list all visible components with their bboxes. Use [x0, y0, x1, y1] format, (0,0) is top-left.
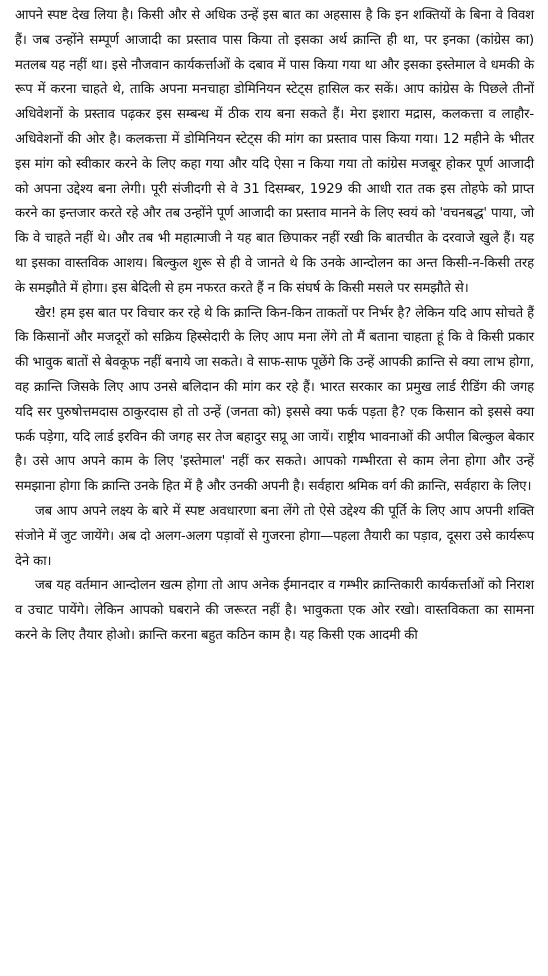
- paragraph-2: खैर! हम इस बात पर विचार कर रहे थे कि क्रान्ति किन-किन ताकतों पर निर्भर है? लेकिन यदि आप सोचते हैं कि किसानों और मजदूरों को सक्रिय हिस्सेदारी के लिए आप मना लेंगे तो मैं बताना चाहता हूं कि वे किसी प्रकार की भावुक बातों से बेवकूफ नहीं बनाये जा सकते। वे साफ-साफ पूछेंगे कि उन्हें आपकी क्रान्ति से क्या लाभ होगा, वह क्रान्ति जिसके लिए आप उनसे बलिदान की मांग कर रहे हैं। भारत सरकार का प्रमुख लार्ड रीडिंग की जगह यदि सर पुरुषोत्तमदास ठाकुरदास हो तो उन्हें (जनता को) इससे क्या फर्क पड़ता है? एक किसान को इससे क्या फर्क पड़ेगा, यदि लार्ड इरविन की जगह सर तेज बहादुर सप्रू आ जायें। राष्ट्रीय भावनाओं की अपील बिल्कुल बेकार है। उसे आप अपने काम के लिए 'इस्तेमाल' नहीं कर सकते। आपको गम्भीरता से काम लेना होगा और उन्हें समझाना होगा कि क्रान्ति उनके हित में है और उनकी अपनी है। सर्वहारा श्रमिक वर्ग की क्रान्ति, सर्वहारा के लिए।: [15, 305, 534, 495]
- paragraph-3: जब आप अपने लक्ष्य के बारे में स्पष्ट अवधारणा बना लेंगे तो ऐसे उद्देश्य की पूर्ति के लिए आप अपनी शक्ति संजोने में जुट जायेंगे। अब दो अलग-अलग पड़ावों से गुजरना होगा—पहला तैयारी का पड़ाव, दूसरा उसे कार्यरूप देने का।: [15, 503, 534, 569]
- paragraph-4: जब यह वर्तमान आन्दोलन खत्म होगा तो आप अनेक ईमानदार व गम्भीर क्रान्तिकारी कार्यकर्त्ताओं को निराश व उचाट पायेंगे। लेकिन आपको घबराने की जरूरत नहीं है। भावुकता एक ओर रखो। वास्तविकता का सामना करने के लिए तैयार होओ। क्रान्ति करना बहुत कठिन काम है। यह किसी एक आदमी की: [15, 578, 534, 643]
- paragraph-1: आपने स्पष्ट देख लिया है। किसी और से अधिक उन्हें इस बात का अहसास है कि इन शक्तियों के बिना वे विवश हैं। जब उन्होंने सम्पूर्ण आजादी का प्रस्ताव पास किया तो इसका अर्थ क्रान्ति ही था, पर इनका (कांग्रेस का) मतलब यह नहीं था। इसे नौजवान कार्यकर्त्ताओं के दबाव में पास किया गया था और इसका इस्तेमाल वे धमकी के रूप में करना चाहते थे, ताकि अपना मनचाहा डोमिनियन स्टेट्स हासिल कर सकें। आप कांग्रेस के पिछले तीनों अधिवेशनों के प्रस्ताव पढ़कर इस सम्बन्ध में ठीक राय बना सकते हैं। मेरा इशारा मद्रास, कलकत्ता व लाहौर-अधिवेशनों की ओर है। कलकत्ता में डोमिनियन स्टेट्स की मांग का प्रस्ताव पास किया गया। 12 महीने के भीतर इस मांग को स्वीकार करने के लिए कहा गया और यदि ऐसा न किया गया तो कांग्रेस मजबूर होकर पूर्ण आजादी को अपना उद्देश्य बना लेगी। पूरी संजीदगी से वे 31 दिसम्बर, 1929 की आधी रात तक इस तोहफे को प्राप्त करने का इन्तजार करते रहे और तब उन्होंने पूर्ण आजादी का प्रस्ताव मानने के लिए स्वयं को 'वचनबद्ध' पाया, जो कि वे चाहते नहीं थे। और तब भी महात्माजी ने यह बात छिपाकर नहीं रखी कि बातचीत के दरवाजे खुले हैं। यह था इसका वास्तविक आशय। बिल्कुल शुरू से ही वे जानते थे कि उनके आन्दोलन का अन्त किसी-न-किसी तरह के समझौते में होगा। इस बेदिली से हम नफरत करते हैं न कि संघर्ष के किसी मसले पर समझौते से।: [15, 8, 534, 296]
